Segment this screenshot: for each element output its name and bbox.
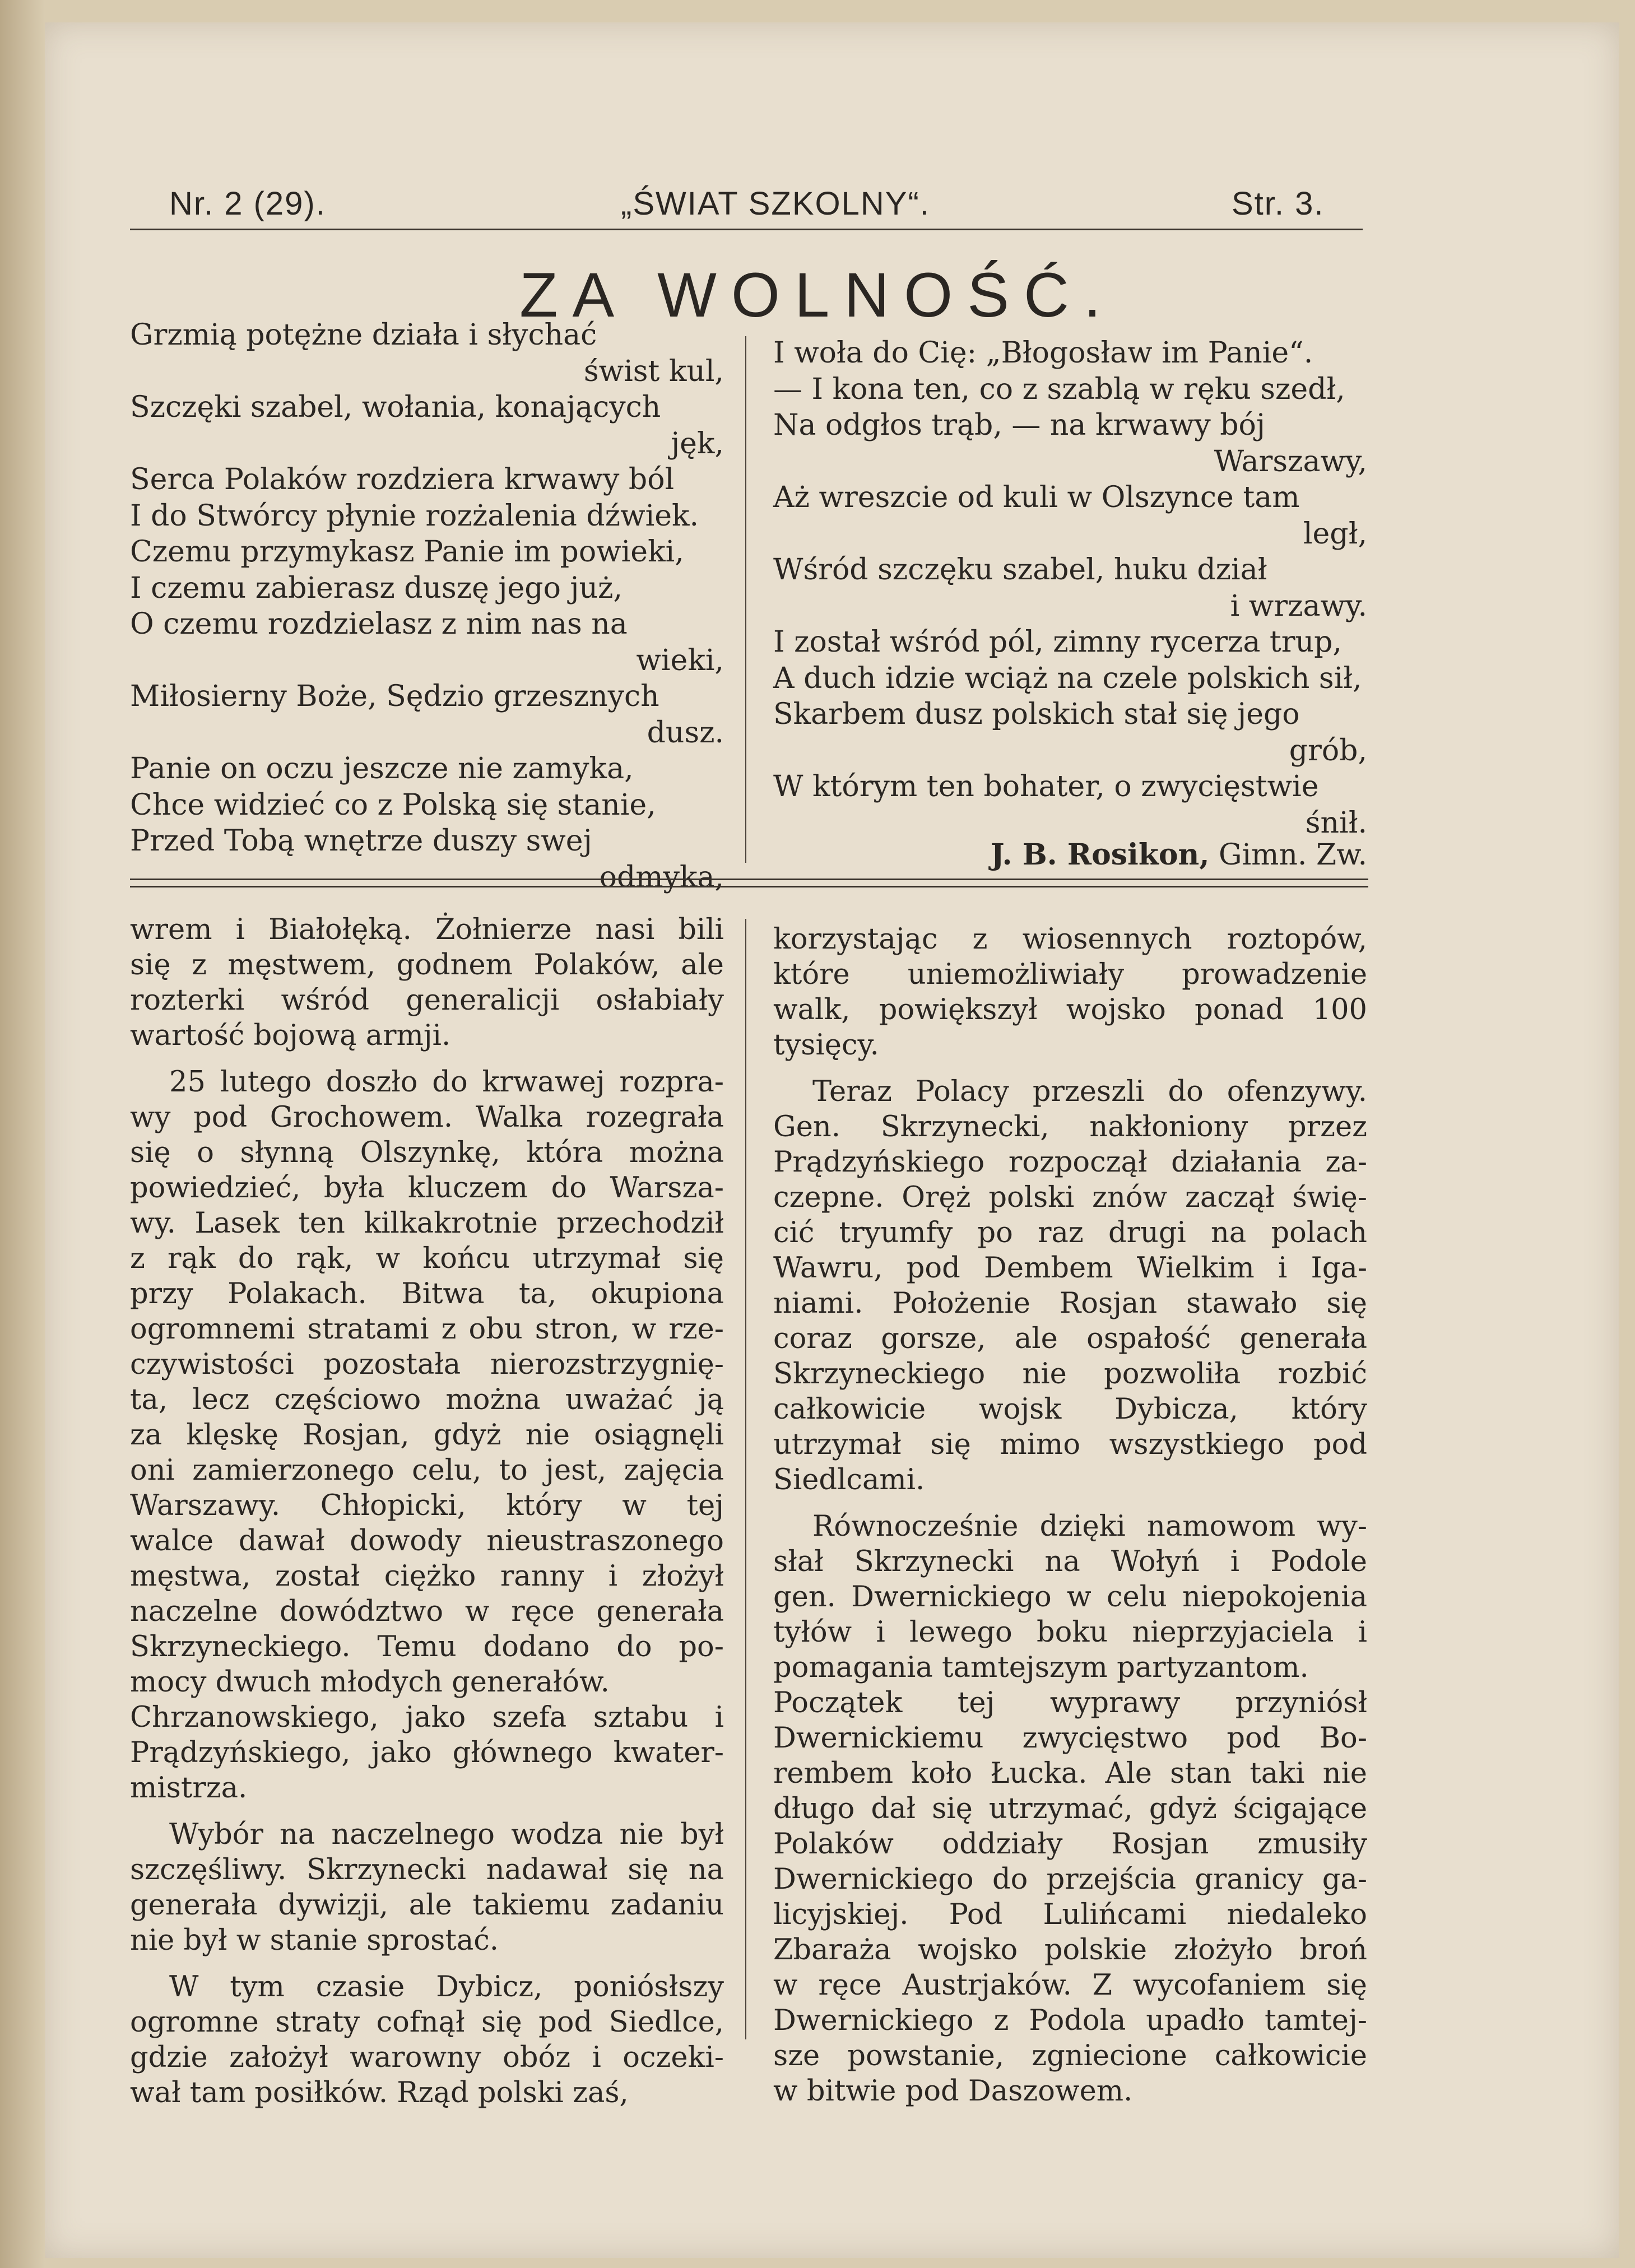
poem-right-column [773,335,1367,841]
text-line: długo dał się utrzymać, gdyż ścigające [773,1792,1367,1825]
running-header [130,185,1363,235]
poem-signature [773,838,1367,872]
text-line: mistrza. [130,1772,248,1805]
author-school: Gimn. Zw. [1209,838,1367,872]
text-line: cić tryumfy po raz drugi na polach [773,1216,1367,1249]
text-line: Grzmią potężne działa i słychać [130,318,597,352]
text-line: Skarbem dusz polskich stał się jego [773,698,1300,731]
text-line: powiedzieć, była kluczem do Warsza- [130,1172,724,1205]
text-line: za klęskę Rosjan, gdyż nie osiągnęli [130,1419,724,1452]
text-line: generała dywizji, ale takiemu zadaniu [130,1889,724,1922]
text-line: Panie on oczu jeszcze nie zamyka, [130,752,634,786]
text-line: śnił. [1305,806,1367,840]
text-line: oni zamierzonego celu, to jest, zajęcia [130,1454,724,1487]
text-line: i wrzawy. [1230,589,1367,623]
text-line: grób, [1289,733,1367,768]
text-line: korzystając z wiosennych roztopów, [773,923,1367,956]
text-line: gen. Dwernickiego w celu niepokojenia [773,1581,1367,1614]
text-line: się z męstwem, godnem Polaków, ale [130,949,724,982]
journal-name: „ŚWIAT SZKOLNY“. [621,185,930,222]
text-line: ta, lecz częściowo można uważać ją [130,1383,724,1416]
text-line: świst kul, [583,354,724,388]
text-line: — I kona ten, co z szablą w ręku szedł, [773,372,1345,406]
text-line: Wśród szczęku szabel, huku dział [773,553,1267,587]
text-line: Wybór na naczelnego wodza nie był [169,1818,724,1851]
text-line: Warszawy, [1214,444,1367,478]
text-line: licyjskiej. Pod Lulińcami niedaleko [773,1898,1367,1931]
text-line: Skrzyneckiego. Temu dodano do po- [130,1630,724,1663]
text-line: przy Polakach. Bitwa ta, okupiona [130,1277,724,1310]
text-line: tysięcy. [773,1029,879,1062]
text-line: Skrzyneckiego nie pozwoliła rozbić [773,1358,1367,1391]
text-line: naczelne dowództwo w ręce generała [130,1595,724,1628]
text-line: Początek tej wyprawy przyniósł [773,1686,1367,1719]
text-line: 25 lutego doszło do krwawej rozpra- [169,1066,724,1099]
section-divider [130,879,1368,887]
text-line: czepne. Oręż polski znów zaczął świę- [773,1181,1367,1214]
text-line: O czemu rozdzielasz z nim nas na [130,607,628,641]
text-line: Równocześnie dzięki namowom wy- [812,1510,1367,1543]
text-line: ogromne straty cofnął się pod Siedlce, [130,2006,724,2039]
text-line: w ręce Austrjaków. Z wycofaniem się [773,1969,1367,2002]
text-line: Zbaraża wojsko polskie złożyło broń [773,1934,1367,1967]
text-line: wieki, [636,643,724,677]
text-line: niami. Położenie Rosjan stawało się [773,1287,1367,1320]
text-line: które uniemożliwiały prowadzenie [773,958,1367,991]
column-divider [745,336,746,863]
text-line: legł, [1303,517,1367,551]
text-line: I czemu zabierasz duszę jego już, [130,571,623,605]
text-line: Czemu przymykasz Panie im powieki, [130,535,684,569]
column-divider [745,919,746,2039]
text-line: wał tam posiłków. Rząd polski zaś, [130,2076,629,2109]
text-line: słał Skrzynecki na Wołyń i Podole [773,1545,1367,1578]
poem-title: ZA WOLNOŚĆ. [519,260,1116,330]
text-line: gdzie założył warowny obóz i oczeki- [130,2041,724,2074]
text-line: w bitwie pod Daszowem. [773,2075,1133,2108]
text-line: jęk, [671,426,724,461]
text-line: Serca Polaków rozdziera krwawy ból [130,463,675,496]
text-line: Warszawy. Chłopicki, który w tej [130,1489,724,1522]
text-line: Chrzanowskiego, jako szefa sztabu i [130,1701,724,1734]
text-line: Na odgłos trąb, — na krwawy bój [773,408,1265,442]
author-name: J. B. Rosikon, [990,838,1210,872]
text-line: I do Stwórcy płynie rozżalenia dźwiek. [130,499,699,533]
text-line: pomagania tamtejszym partyzantom. [773,1651,1309,1684]
text-line: męstwa, został ciężko ranny i złożył [130,1560,724,1593]
poem-left-column [130,317,724,895]
text-line: Gen. Skrzynecki, nakłoniony przez [773,1110,1367,1144]
text-line: się o słynną Olszynkę, która można [130,1136,724,1169]
text-line: Polaków oddziały Rosjan zmusiły [773,1828,1367,1861]
text-line: wartość bojową armji. [130,1019,451,1052]
text-line: nie był w stanie sprostać. [130,1924,499,1957]
text-line: Dwernickiego z Podola upadło tamtej- [773,2004,1367,2037]
article-left-column [130,912,724,2111]
text-line: walce dawał dowody nieustraszonego [130,1525,724,1558]
text-line: Aż wreszcie od kuli w Olszynce tam [773,481,1300,514]
text-line: Siedlcami. [773,1463,925,1496]
text-line: Szczęki szabel, wołania, konających [130,391,661,424]
text-line: Miłosierny Boże, Sędzio grzesznych [130,680,659,713]
text-line: A duch idzie wciąż na czele polskich sił, [773,661,1362,695]
text-line: utrzymał się mimo wszystkiego pod [773,1428,1367,1461]
text-line: walk, powiększył wojsko ponad 100 [773,993,1367,1026]
text-line: szczęśliwy. Skrzynecki nadawał się na [130,1853,724,1886]
text-line: Dwernickiego do przejścia granicy ga- [773,1863,1367,1896]
text-line: Wawru, pod Dembem Wielkim i Iga- [773,1252,1367,1285]
text-line: tyłów i lewego boku nieprzyjaciela i [773,1616,1367,1649]
binding-edge [0,0,45,2268]
text-line: rozterki wśród generalicji osłabiały [130,984,724,1017]
text-line: Chce widzieć co z Polską się stanie, [130,788,656,822]
text-line: Teraz Polacy przeszli do ofenzywy. [812,1075,1367,1108]
text-line: z rąk do rąk, w końcu utrzymał się [130,1242,724,1275]
text-line: Dwernickiemu zwycięstwo pod Bo- [773,1722,1367,1755]
text-line: I został wśród pól, zimny rycerza trup, [773,625,1342,659]
text-line: odmyka, [599,860,724,894]
issue-number: Nr. 2 (29). [169,185,326,222]
text-line: Prądzyńskiego rozpoczął działania za- [773,1146,1367,1179]
text-line: całkowicie wojsk Dybicza, który [773,1393,1367,1426]
text-line: rembem koło Łucka. Ale stan taki nie [773,1757,1367,1790]
text-line: wy pod Grochowem. Walka rozegrała [130,1101,724,1134]
text-line: czywistości pozostała nierozstrzygnię- [130,1348,724,1381]
text-line: wy. Lasek ten kilkakrotnie przechodził [130,1207,724,1240]
text-line: ogromnemi stratami z obu stron, w rze- [130,1313,724,1346]
article-right-column [773,922,1367,2109]
header-rule [130,229,1363,230]
page-number: Str. 3. [1232,185,1325,222]
text-line: mocy dwuch młodych generałów. [130,1666,610,1699]
text-line: wrem i Białołęką. Żołnierze nasi bili [130,913,724,946]
text-line: Prądzyńskiego, jako głównego kwater- [130,1736,724,1769]
text-line: Przed Tobą wnętrze duszy swej [130,824,592,858]
text-line: W którym ten bohater, o zwycięstwie [773,770,1319,803]
text-line: coraz gorsze, ale ospałość generała [773,1322,1367,1355]
text-line: dusz. [647,715,724,750]
text-line: sze powstanie, zgniecione całkowicie [773,2039,1367,2072]
text-line: W tym czasie Dybicz, poniósłszy [169,1970,724,2004]
text-line: I woła do Cię: „Błogosław im Panie“. [773,336,1313,370]
